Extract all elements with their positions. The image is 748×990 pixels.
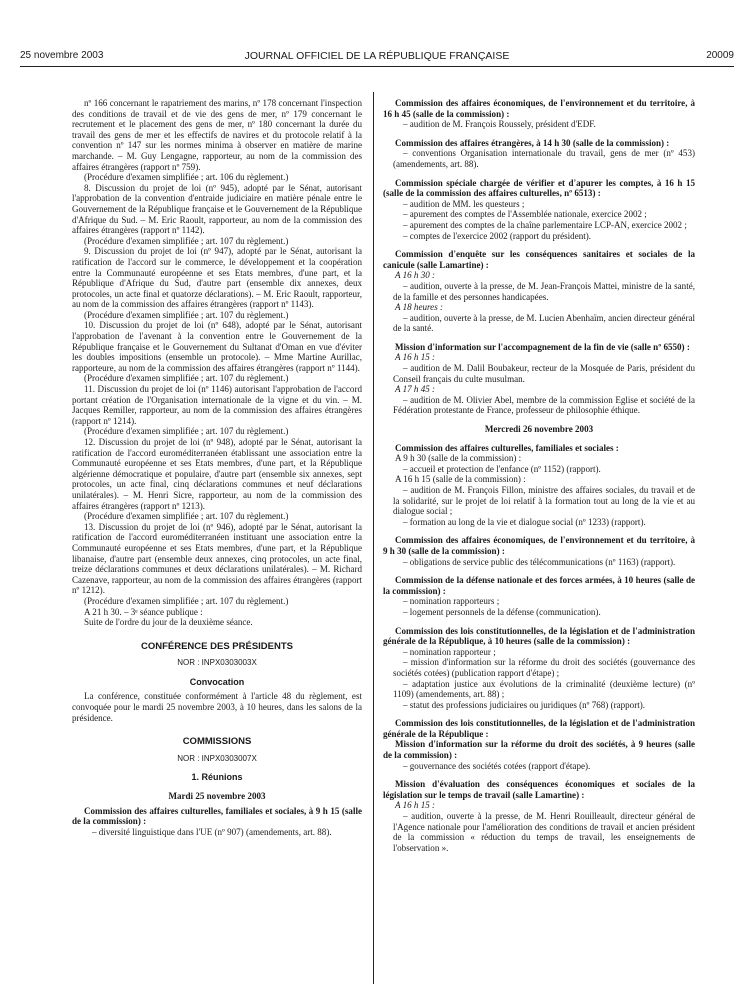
agenda-entry: – audition de MM. les questeurs ; — [403, 198, 525, 209]
committee-heading: Commission des affaires économiques, de l'environnement et du territoire, à 9 h 30 (salle de la commission) : — [383, 535, 695, 556]
procedure-note: (Procédure d'examen simplifiée ; art. 107 du règlement.) — [84, 309, 289, 320]
agenda-entry: – nomination rapporteur ; — [403, 646, 496, 657]
agenda-entry: – gouvernance des sociétés cotées (rapport d'étape). — [403, 760, 591, 771]
procedure-note: (Procédure d'examen simplifiée ; art. 106 du règlement.) — [84, 172, 289, 183]
agenda-entry: – comptes de l'exercice 2002 (rapport du président). — [403, 230, 592, 241]
journal-title: JOURNAL OFFICIEL DE LA RÉPUBLIQUE FRANÇAISE — [244, 50, 510, 62]
agenda-entry: – conventions Organisation internationale du travail, gens de mer (nº 453) (amendements, art. 88). — [393, 148, 695, 169]
third-session-agenda: Suite de l'ordre du jour de la deuxième séance. — [84, 617, 253, 628]
agenda-entry: – diversité linguistique dans l'UE (nº 907) (amendements, art. 88). — [92, 826, 332, 837]
header-date: 25 novembre 2003 — [20, 50, 104, 61]
time-slot: A 18 heures : — [395, 302, 443, 313]
committee-heading: Commission des affaires culturelles, familiales et sociales : — [395, 442, 619, 453]
agenda-entry: – audition de M. François Roussely, président d'EDF. — [403, 119, 596, 130]
procedure-note: (Procédure d'examen simplifiée ; art. 107 du règlement.) — [84, 235, 289, 246]
time-slot: A 16 h 15 (salle de la commission) : — [395, 474, 526, 485]
page-header — [20, 50, 734, 64]
agenda-item-9: 9. Discussion du projet de loi (nº 947), adopté par le Sénat, autorisant la ratification de l'accord sur le commerce, le développement et la coopération entre la Communauté européenne et ses Etats membres, d'une part, et la République d'Afrique du Sud, d'autre part (ensemble dix annexes, deux protocoles, un acte final et quatorze déclarations). – M. Eric Raoult, rapporteur, au nom de la commission des affaires étrangères (rapport nº 1143). — [72, 246, 362, 310]
agenda-entry: – audition, ouverte à la presse, de M. Jean-François Mattei, ministre de la santé, de la famille et des personnes handicapées. — [393, 280, 695, 302]
time-slot: A 16 h 30 : — [395, 270, 436, 281]
subsection-title-reunions: 1. Réunions — [191, 772, 243, 783]
agenda-entry: – audition, ouverte à la presse, de M. Henri Rouilleault, directeur général de l'Agence nationale pour l'amélioration des conditions de travail et ancien président de la commission « réduction du temps de travail, les enseignements de l'observation ». — [393, 811, 695, 853]
committee-heading: Commission d'enquête sur les conséquences sanitaires et sociales de la canicule (salle Lamartine) : — [383, 249, 695, 270]
agenda-entry: – formation au long de la vie et dialogue social (nº 1233) (rapport). — [403, 516, 646, 527]
agenda-entry: – nomination rapporteurs ; — [403, 596, 500, 607]
agenda-entry: – adaptation justice aux évolutions de la criminalité (deuxième lecture) (nº 1109) (amendements, art. 88) ; — [393, 678, 695, 700]
agenda-item-8: 8. Discussion du projet de loi (nº 945), adopté par le Sénat, autorisant l'approbation de la convention d'entraide judiciaire en matière pénale entre le Gouvernement de la République française et le Gouvernement de la République d'Afrique du Sud. – M. Eric Raoult, rapporteur, au nom de la commission des affaires étrangères (rapport nº 1142). — [72, 182, 362, 236]
committee-heading: Commission des lois constitutionnelles, de la législation et de l'administration générale de la République, à 10 heures (salle de la commission) : — [383, 625, 695, 647]
agenda-entry: – apurement des comptes de la chaîne parlementaire LCP-AN, exercice 2002 ; — [403, 219, 687, 230]
date-heading: Mardi 25 novembre 2003 — [168, 791, 266, 802]
time-slot: A 16 h 15 : — [395, 352, 436, 363]
committee-heading: Commission des affaires culturelles, familiales et sociales, à 9 h 15 (salle de la commission) : — [72, 805, 362, 827]
section-title-commissions: COMMISSIONS — [182, 736, 252, 748]
third-session-time: A 21 h 30. – 3ᵉ séance publique : — [84, 606, 203, 617]
mission-heading: Mission d'information sur la réforme du droit des sociétés, à 9 heures (salle de la commission) : — [383, 739, 695, 761]
nor-reference: NOR : INPX0303003X — [177, 658, 257, 668]
column-divider — [373, 92, 374, 984]
nor-reference: NOR : INPX0303007X — [177, 753, 257, 763]
procedure-note: (Procédure d'examen simplifiée ; art. 107 du règlement.) — [84, 426, 289, 437]
committee-heading: Commission des affaires étrangères, à 14 h 30 (salle de la commission) : — [395, 137, 670, 148]
committee-heading: Commission des lois constitutionnelles, de la législation et de l'administration générale de la République : — [383, 718, 695, 739]
committee-heading: Commission des affaires économiques, de l'environnement et du territoire, à 16 h 45 (salle de la commission) : — [383, 98, 695, 119]
agenda-entry: – apurement des comptes de l'Assemblée nationale, exercice 2002 ; — [403, 209, 647, 220]
right-column — [383, 98, 695, 853]
procedure-note: (Procédure d'examen simplifiée ; art. 107 du règlement.) — [84, 373, 289, 384]
agenda-item-10: 10. Discussion du projet de loi (nº 648), adopté par le Sénat, autorisant l'approbation de l'avenant à la convention entre le Gouvernement de la République française et le Gouvernement du Sultanat d'Oman en vue d'éviter les doubles impositions (ensemble un protocole). – Mme Martine Aurillac, rapporteure, au nom de la commission des affaires étrangères (rapport nº 1144). — [72, 320, 362, 373]
agenda-entry: – audition de M. Olivier Abel, membre de la commission Eglise et société de la Fédération protestante de France, professeur de philosophie éthique. — [393, 394, 695, 416]
agenda-entry: – statut des professions judiciaires ou juridiques (nº 768) (rapport). — [403, 699, 645, 710]
agenda-item-11: 11. Discussion du projet de loi (nº 1146) autorisant l'approbation de l'accord portant création de l'Organisation internationale de la vigne et du vin. – M. Jacques Remiller, rapporteur, au nom de la commission des affaires étrangères (rapport nº 1214). — [72, 384, 362, 426]
agenda-entry: – audition, ouverte à la presse, de M. Lucien Abenhaïm, ancien directeur général de la santé. — [393, 312, 695, 334]
committee-heading: Mission d'information sur l'accompagnement de la fin de vie (salle nº 6550) : — [395, 341, 690, 352]
procedure-note: (Procédure d'examen simplifiée ; art. 107 du règlement.) — [84, 595, 289, 606]
left-column — [72, 98, 362, 837]
section-title-conference: CONFÉRENCE DES PRÉSIDENTS — [140, 640, 294, 652]
procedure-note: (Procédure d'examen simplifiée ; art. 107 du règlement.) — [84, 511, 289, 522]
header-rule — [20, 66, 734, 67]
agenda-item-7-continued: nº 166 concernant le rapatriement des marins, nº 178 concernant l'inspection des conditions de travail et de vie des gens de mer, nº 179 concernant le recrutement et le placement des gens de mer, nº 180 concernant la durée du travail des gens de mer et les effectifs de navires et du protocole relatif à la convention nº 147 sur les normes minima à observer en matière de marine marchande. – M. Guy Lengagne, rapporteur, au nom de la commission des affaires étrangères (rapport nº 759). — [72, 98, 362, 172]
convocation-text: La conférence, constituée conformément à l'article 48 du règlement, est convoquée pour le mardi 25 novembre 2003, à 10 heures, dans les salons de la présidence. — [72, 691, 362, 723]
subsection-title-convocation: Convocation — [189, 676, 245, 687]
committee-heading: Mission d'évaluation des conséquences économiques et sociales de la législation sur le temps de travail (salle Lamartine) : — [383, 779, 695, 800]
time-slot: A 17 h 45 : — [395, 384, 436, 395]
agenda-entry: – mission d'information sur la réforme du droit des sociétés (gouvernance des sociétés cotées) (publication rapport d'étape) ; — [393, 657, 695, 678]
agenda-entry: – audition de M. François Fillon, ministre des affaires sociales, du travail et de la solidarité, sur le projet de loi relatif à la formation tout au long de la vie et au dialogue social ; — [393, 485, 695, 517]
time-slot: A 16 h 15 : — [395, 800, 436, 811]
time-slot: A 9 h 30 (salle de la commission) : — [395, 453, 522, 464]
agenda-entry: – audition de M. Dalil Boubakeur, recteur de la Mosquée de Paris, président du Conseil français du culte musulman. — [393, 363, 695, 384]
date-heading: Mercredi 26 novembre 2003 — [484, 424, 594, 435]
agenda-entry: – accueil et protection de l'enfance (nº 1152) (rapport). — [403, 463, 601, 474]
committee-heading: Commission de la défense nationale et des forces armées, à 10 heures (salle de la commission) : — [383, 575, 695, 596]
committee-heading: Commission spéciale chargée de vérifier et d'apurer les comptes, à 16 h 15 (salle de la commission des affaires culturelles, nº 6513) : — [383, 177, 695, 199]
agenda-entry: – obligations de service public des télécommunications (nº 1163) (rapport). — [403, 556, 676, 567]
agenda-entry: – logement personnels de la défense (communication). — [403, 606, 601, 617]
page-number: 20009 — [706, 50, 734, 61]
agenda-item-12: 12. Discussion du projet de loi (nº 948), adopté par le Sénat, autorisant la ratification de l'accord euroméditerranéen établissant une association entre la Communauté européenne et ses Etats membres, d'une part, et la République algérienne démocratique et populaire, d'autre part (ensemble six annexes, sept protocoles, un acte final, cinq déclarations communes et neuf déclarations unilatérales). – M. Henri Sicre, rapporteur, au nom de la commission des affaires étrangères (rapport nº 1213). — [72, 437, 362, 511]
agenda-item-13: 13. Discussion du projet de loi (nº 946), adopté par le Sénat, autorisant la ratification de l'accord euroméditerranéen instituant une association entre la Communauté européenne et ses Etats membres, d'une part, et la République libanaise, d'autre part (ensemble deux annexes, cinq protocoles, un acte final, treize déclarations communes et deux déclarations unilatérales). – M. Richard Cazenave, rapporteur, au nom de la commission des affaires étrangères (rapport nº 1212). — [72, 521, 362, 596]
